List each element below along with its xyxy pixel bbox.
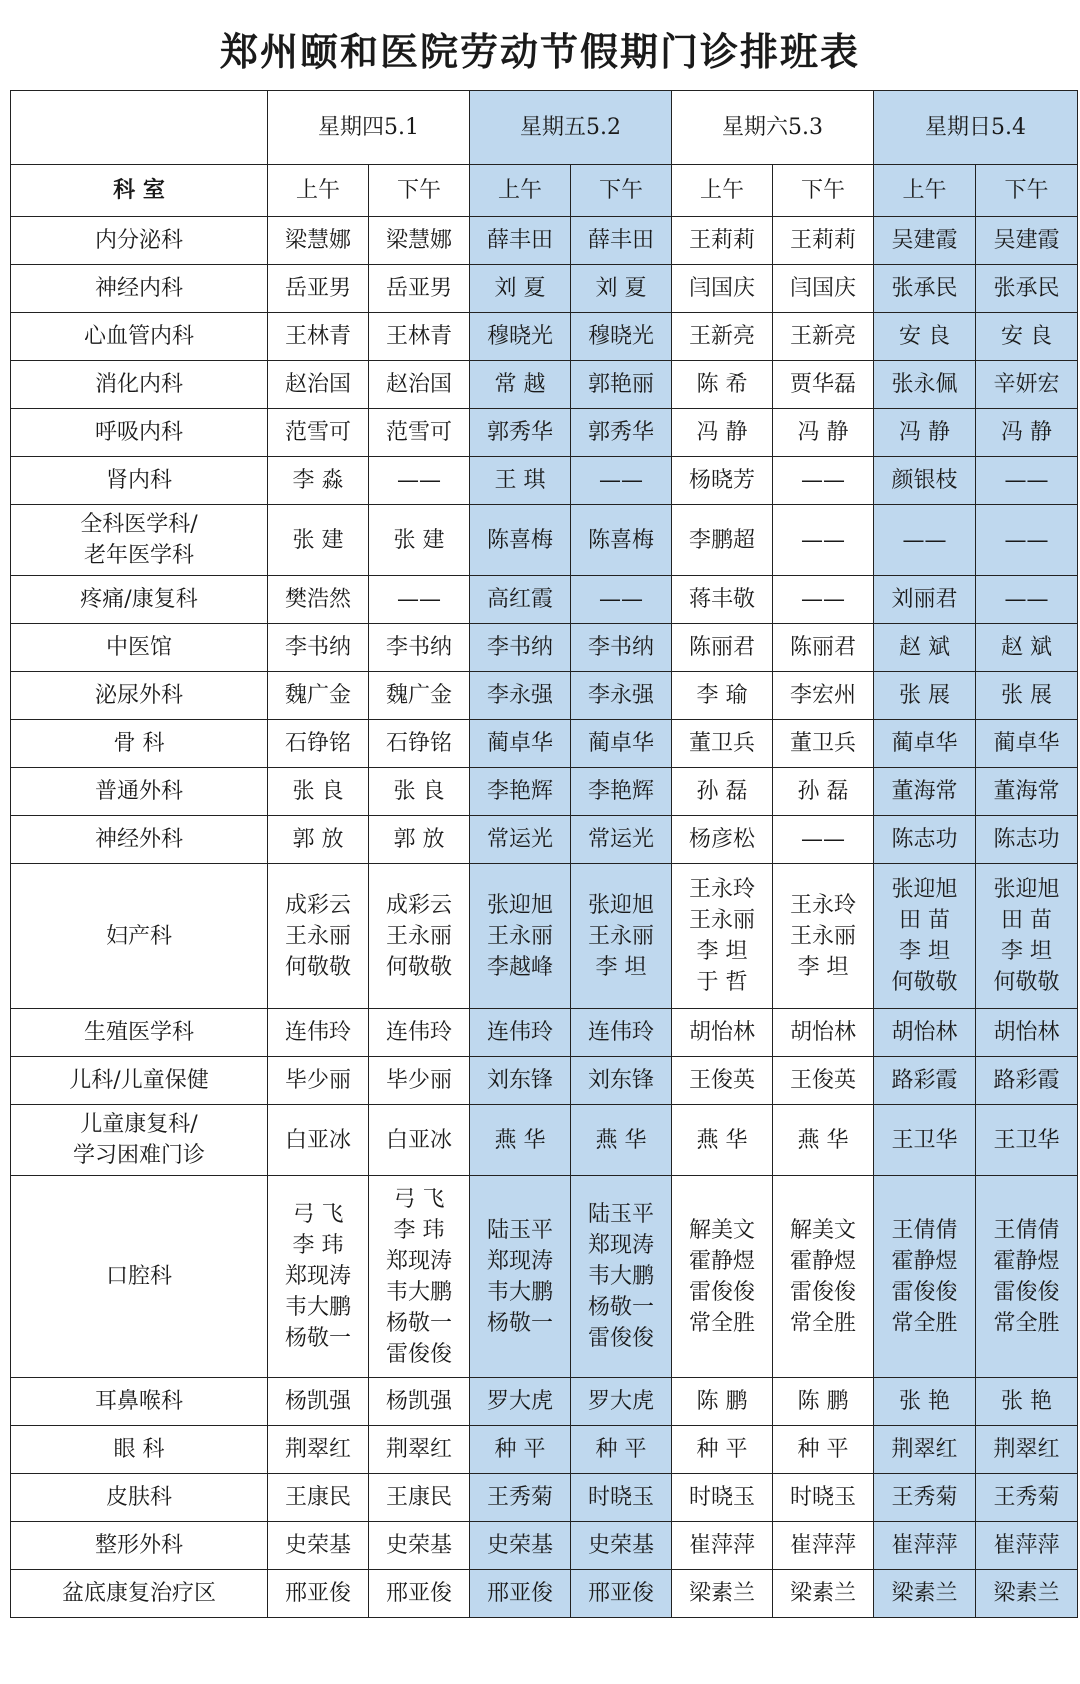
- schedule-cell: 陈 希: [672, 361, 773, 409]
- schedule-cell: 闫国庆: [773, 265, 874, 313]
- schedule-cell: 冯 静: [773, 409, 874, 457]
- schedule-cell: 张迎旭 王永丽 李越峰: [470, 864, 571, 1009]
- schedule-cell: 王倩倩 霍静煜 雷俊俊 常全胜: [976, 1176, 1078, 1378]
- schedule-cell: 李宏州: [773, 672, 874, 720]
- schedule-cell: 张 艳: [976, 1378, 1078, 1426]
- schedule-cell: 邢亚俊: [268, 1570, 369, 1618]
- schedule-cell: 罗大虎: [571, 1378, 672, 1426]
- schedule-cell: 杨晓芳: [672, 457, 773, 505]
- schedule-cell: 吴建霞: [874, 217, 976, 265]
- schedule-cell: 穆晓光: [470, 313, 571, 361]
- schedule-cell: 安 良: [874, 313, 976, 361]
- schedule-cell: 史荣基: [571, 1522, 672, 1570]
- schedule-cell: 连伟玲: [369, 1009, 470, 1057]
- schedule-cell: 白亚冰: [369, 1105, 470, 1176]
- schedule-cell: 张 建: [268, 505, 369, 576]
- schedule-cell: 王莉莉: [672, 217, 773, 265]
- schedule-cell: 种 平: [773, 1426, 874, 1474]
- schedule-cell: 燕 华: [571, 1105, 672, 1176]
- schedule-cell: 梁慧娜: [369, 217, 470, 265]
- table-row: [11, 1426, 1078, 1474]
- table-row: [11, 1176, 1078, 1378]
- schedule-cell: 时晓玉: [773, 1474, 874, 1522]
- pm-header: 下午: [571, 165, 672, 217]
- schedule-cell: 李 瑜: [672, 672, 773, 720]
- schedule-cell: 赵 斌: [976, 624, 1078, 672]
- schedule-cell: 岳亚男: [268, 265, 369, 313]
- schedule-cell: 张 展: [874, 672, 976, 720]
- schedule-cell: 崔萍萍: [874, 1522, 976, 1570]
- department-cell: 内分泌科: [11, 217, 268, 265]
- schedule-cell: 荆翠红: [369, 1426, 470, 1474]
- schedule-cell: 时晓玉: [672, 1474, 773, 1522]
- schedule-cell: ——: [571, 576, 672, 624]
- schedule-cell: 刘东锋: [470, 1057, 571, 1105]
- schedule-cell: 贾华磊: [773, 361, 874, 409]
- schedule-cell: 闫国庆: [672, 265, 773, 313]
- table-row: [11, 864, 1078, 1009]
- schedule-cell: 王卫华: [874, 1105, 976, 1176]
- schedule-cell: ——: [976, 457, 1078, 505]
- schedule-cell: 刘丽君: [874, 576, 976, 624]
- schedule-cell: 颜银枝: [874, 457, 976, 505]
- schedule-cell: 王倩倩 霍静煜 雷俊俊 常全胜: [874, 1176, 976, 1378]
- schedule-cell: 陈喜梅: [571, 505, 672, 576]
- table-row: [11, 1474, 1078, 1522]
- department-cell: 中医馆: [11, 624, 268, 672]
- department-cell: 耳鼻喉科: [11, 1378, 268, 1426]
- schedule-cell: 穆晓光: [571, 313, 672, 361]
- department-cell: 消化内科: [11, 361, 268, 409]
- schedule-cell: 毕少丽: [268, 1057, 369, 1105]
- table-row: [11, 720, 1078, 768]
- schedule-cell: 路彩霞: [874, 1057, 976, 1105]
- table-row: [11, 672, 1078, 720]
- schedule-cell: 王林青: [369, 313, 470, 361]
- schedule-cell: 杨凯强: [268, 1378, 369, 1426]
- schedule-cell: 王新亮: [672, 313, 773, 361]
- schedule-cell: 崔萍萍: [976, 1522, 1078, 1570]
- table-row: [11, 313, 1078, 361]
- page-title: 郑州颐和医院劳动节假期门诊排班表: [219, 30, 860, 74]
- schedule-cell: 董海常: [976, 768, 1078, 816]
- schedule-cell: 李永强: [571, 672, 672, 720]
- schedule-cell: 梁素兰: [976, 1570, 1078, 1618]
- dept-column-header: 科 室: [11, 165, 268, 217]
- schedule-cell: 王秀菊: [874, 1474, 976, 1522]
- table-row: [11, 1570, 1078, 1618]
- schedule-cell: 陆玉平 郑现涛 韦大鹏 杨敬一 雷俊俊: [571, 1176, 672, 1378]
- schedule-cell: ——: [773, 457, 874, 505]
- schedule-cell: 李 淼: [268, 457, 369, 505]
- am-header: 上午: [672, 165, 773, 217]
- schedule-cell: 邢亚俊: [470, 1570, 571, 1618]
- day-header: 星期五5.2: [470, 91, 672, 165]
- schedule-cell: ——: [874, 505, 976, 576]
- schedule-cell: ——: [571, 457, 672, 505]
- schedule-cell: 刘 夏: [571, 265, 672, 313]
- day-header-row: [11, 91, 1078, 165]
- schedule-cell: 陈喜梅: [470, 505, 571, 576]
- schedule-cell: ——: [773, 505, 874, 576]
- table-row: [11, 217, 1078, 265]
- schedule-cell: 燕 华: [470, 1105, 571, 1176]
- schedule-cell: 连伟玲: [268, 1009, 369, 1057]
- session-header-row: [11, 165, 1078, 217]
- schedule-cell: 范雪可: [369, 409, 470, 457]
- schedule-cell: 赵治国: [369, 361, 470, 409]
- schedule-cell: 李书纳: [470, 624, 571, 672]
- schedule-cell: 燕 华: [672, 1105, 773, 1176]
- table-row: [11, 1009, 1078, 1057]
- schedule-cell: 安 良: [976, 313, 1078, 361]
- department-cell: 神经内科: [11, 265, 268, 313]
- schedule-cell: 张迎旭 田 苗 李 坦 何敬敬: [976, 864, 1078, 1009]
- department-cell: 口腔科: [11, 1176, 268, 1378]
- table-row: [11, 409, 1078, 457]
- schedule-cell: 常运光: [571, 816, 672, 864]
- schedule-cell: 王康民: [369, 1474, 470, 1522]
- schedule-cell: 张迎旭 田 苗 李 坦 何敬敬: [874, 864, 976, 1009]
- table-row: [11, 457, 1078, 505]
- schedule-cell: 李艳辉: [470, 768, 571, 816]
- schedule-cell: 胡怡林: [773, 1009, 874, 1057]
- schedule-cell: 王永玲 王永丽 李 坦 于 哲: [672, 864, 773, 1009]
- schedule-cell: 时晓玉: [571, 1474, 672, 1522]
- schedule-cell: 孙 磊: [672, 768, 773, 816]
- am-header: 上午: [268, 165, 369, 217]
- schedule-cell: 辛妍宏: [976, 361, 1078, 409]
- am-header: 上午: [874, 165, 976, 217]
- schedule-cell: 种 平: [672, 1426, 773, 1474]
- schedule-cell: 薛丰田: [470, 217, 571, 265]
- schedule-cell: 连伟玲: [571, 1009, 672, 1057]
- schedule-cell: 郭秀华: [571, 409, 672, 457]
- schedule-cell: 郭艳丽: [571, 361, 672, 409]
- schedule-cell: 弓 飞 李 玮 郑现涛 韦大鹏 杨敬一 雷俊俊: [369, 1176, 470, 1378]
- schedule-cell: 连伟玲: [470, 1009, 571, 1057]
- schedule-cell: 王卫华: [976, 1105, 1078, 1176]
- schedule-cell: 魏广金: [369, 672, 470, 720]
- table-row: [11, 1105, 1078, 1176]
- schedule-cell: 毕少丽: [369, 1057, 470, 1105]
- schedule-cell: 崔萍萍: [672, 1522, 773, 1570]
- schedule-cell: 邢亚俊: [369, 1570, 470, 1618]
- table-row: [11, 816, 1078, 864]
- schedule-cell: 张 良: [369, 768, 470, 816]
- schedule-cell: 石铮铭: [369, 720, 470, 768]
- schedule-cell: 陈志功: [874, 816, 976, 864]
- schedule-cell: 樊浩然: [268, 576, 369, 624]
- schedule-cell: ——: [773, 816, 874, 864]
- schedule-cell: 成彩云 王永丽 何敬敬: [369, 864, 470, 1009]
- schedule-cell: 蒋丰敬: [672, 576, 773, 624]
- schedule-cell: 郭 放: [268, 816, 369, 864]
- schedule-cell: 王林青: [268, 313, 369, 361]
- pm-header: 下午: [976, 165, 1078, 217]
- schedule-cell: 李书纳: [268, 624, 369, 672]
- schedule-cell: 弓 飞 李 玮 郑现涛 韦大鹏 杨敬一: [268, 1176, 369, 1378]
- schedule-cell: 常运光: [470, 816, 571, 864]
- schedule-cell: 胡怡林: [672, 1009, 773, 1057]
- department-cell: 全科医学科/ 老年医学科: [11, 505, 268, 576]
- table-row: [11, 265, 1078, 313]
- schedule-cell: 薛丰田: [571, 217, 672, 265]
- schedule-cell: 李鹏超: [672, 505, 773, 576]
- table-row: [11, 576, 1078, 624]
- department-cell: 儿童康复科/ 学习困难门诊: [11, 1105, 268, 1176]
- schedule-cell: 陈志功: [976, 816, 1078, 864]
- schedule-cell: 陈丽君: [672, 624, 773, 672]
- schedule-cell: 梁素兰: [874, 1570, 976, 1618]
- pm-header: 下午: [369, 165, 470, 217]
- schedule-cell: 董卫兵: [773, 720, 874, 768]
- schedule-cell: 王永玲 王永丽 李 坦: [773, 864, 874, 1009]
- schedule-cell: 李书纳: [571, 624, 672, 672]
- department-cell: 疼痛/康复科: [11, 576, 268, 624]
- department-cell: 整形外科: [11, 1522, 268, 1570]
- schedule-cell: 成彩云 王永丽 何敬敬: [268, 864, 369, 1009]
- schedule-cell: 张 建: [369, 505, 470, 576]
- schedule-cell: 蔺卓华: [874, 720, 976, 768]
- schedule-cell: 张 展: [976, 672, 1078, 720]
- department-cell: 普通外科: [11, 768, 268, 816]
- schedule-cell: 史荣基: [268, 1522, 369, 1570]
- schedule-cell: 梁素兰: [773, 1570, 874, 1618]
- schedule-cell: 高红霞: [470, 576, 571, 624]
- schedule-cell: 魏广金: [268, 672, 369, 720]
- schedule-cell: 王康民: [268, 1474, 369, 1522]
- department-cell: 泌尿外科: [11, 672, 268, 720]
- schedule-cell: 史荣基: [369, 1522, 470, 1570]
- department-cell: 妇产科: [11, 864, 268, 1009]
- schedule-cell: ——: [773, 576, 874, 624]
- schedule-cell: 燕 华: [773, 1105, 874, 1176]
- schedule-cell: 杨彦松: [672, 816, 773, 864]
- schedule-cell: 王俊英: [773, 1057, 874, 1105]
- schedule-cell: 种 平: [470, 1426, 571, 1474]
- schedule-cell: 崔萍萍: [773, 1522, 874, 1570]
- schedule-cell: 张 良: [268, 768, 369, 816]
- schedule-cell: 常 越: [470, 361, 571, 409]
- schedule-cell: 王秀菊: [976, 1474, 1078, 1522]
- table-row: [11, 1057, 1078, 1105]
- schedule-cell: 李艳辉: [571, 768, 672, 816]
- schedule-cell: 蔺卓华: [571, 720, 672, 768]
- schedule-cell: 罗大虎: [470, 1378, 571, 1426]
- table-row: [11, 1378, 1078, 1426]
- schedule-table: [10, 90, 1078, 1618]
- schedule-cell: 董海常: [874, 768, 976, 816]
- schedule-cell: 蔺卓华: [976, 720, 1078, 768]
- schedule-cell: 解美文 霍静煜 雷俊俊 常全胜: [672, 1176, 773, 1378]
- schedule-cell: 张承民: [976, 265, 1078, 313]
- schedule-cell: 陈丽君: [773, 624, 874, 672]
- schedule-cell: 张 艳: [874, 1378, 976, 1426]
- schedule-cell: 张永佩: [874, 361, 976, 409]
- schedule-cell: 杨凯强: [369, 1378, 470, 1426]
- schedule-cell: 范雪可: [268, 409, 369, 457]
- table-row: [11, 768, 1078, 816]
- schedule-cell: 荆翠红: [268, 1426, 369, 1474]
- day-header: 星期四5.1: [268, 91, 470, 165]
- schedule-cell: 石铮铭: [268, 720, 369, 768]
- schedule-cell: 赵治国: [268, 361, 369, 409]
- schedule-cell: 种 平: [571, 1426, 672, 1474]
- schedule-cell: 梁慧娜: [268, 217, 369, 265]
- schedule-cell: 张迎旭 王永丽 李 坦: [571, 864, 672, 1009]
- schedule-cell: 邢亚俊: [571, 1570, 672, 1618]
- schedule-cell: 孙 磊: [773, 768, 874, 816]
- schedule-cell: 蔺卓华: [470, 720, 571, 768]
- schedule-cell: 史荣基: [470, 1522, 571, 1570]
- schedule-cell: 董卫兵: [672, 720, 773, 768]
- schedule-cell: 李书纳: [369, 624, 470, 672]
- schedule-cell: ——: [369, 576, 470, 624]
- department-cell: 儿科/儿童保健: [11, 1057, 268, 1105]
- schedule-cell: ——: [976, 505, 1078, 576]
- schedule-cell: 陈 鹏: [773, 1378, 874, 1426]
- schedule-cell: 王俊英: [672, 1057, 773, 1105]
- table-row: [11, 1522, 1078, 1570]
- schedule-cell: 张承民: [874, 265, 976, 313]
- department-cell: 骨 科: [11, 720, 268, 768]
- schedule-cell: 郭 放: [369, 816, 470, 864]
- pm-header: 下午: [773, 165, 874, 217]
- schedule-cell: ——: [369, 457, 470, 505]
- schedule-cell: 冯 静: [874, 409, 976, 457]
- department-cell: 神经外科: [11, 816, 268, 864]
- schedule-cell: 岳亚男: [369, 265, 470, 313]
- day-header: 星期六5.3: [672, 91, 874, 165]
- day-header: 星期日5.4: [874, 91, 1078, 165]
- department-cell: 盆底康复治疗区: [11, 1570, 268, 1618]
- schedule-cell: 王莉莉: [773, 217, 874, 265]
- schedule-cell: 陈 鹏: [672, 1378, 773, 1426]
- department-cell: 心血管内科: [11, 313, 268, 361]
- department-cell: 肾内科: [11, 457, 268, 505]
- table-row: [11, 361, 1078, 409]
- schedule-cell: 王秀菊: [470, 1474, 571, 1522]
- schedule-cell: 荆翠红: [874, 1426, 976, 1474]
- department-cell: 生殖医学科: [11, 1009, 268, 1057]
- schedule-cell: 王新亮: [773, 313, 874, 361]
- schedule-cell: 陆玉平 郑现涛 韦大鹏 杨敬一: [470, 1176, 571, 1378]
- schedule-cell: 荆翠红: [976, 1426, 1078, 1474]
- schedule-cell: 李永强: [470, 672, 571, 720]
- table-row: [11, 505, 1078, 576]
- department-cell: 皮肤科: [11, 1474, 268, 1522]
- schedule-cell: 路彩霞: [976, 1057, 1078, 1105]
- schedule-cell: 冯 静: [672, 409, 773, 457]
- am-header: 上午: [470, 165, 571, 217]
- schedule-cell: ——: [976, 576, 1078, 624]
- schedule-cell: 胡怡林: [874, 1009, 976, 1057]
- schedule-cell: 王 琪: [470, 457, 571, 505]
- schedule-cell: 郭秀华: [470, 409, 571, 457]
- schedule-cell: 赵 斌: [874, 624, 976, 672]
- schedule-cell: 刘 夏: [470, 265, 571, 313]
- schedule-cell: 梁素兰: [672, 1570, 773, 1618]
- schedule-cell: 刘东锋: [571, 1057, 672, 1105]
- schedule-cell: 冯 静: [976, 409, 1078, 457]
- corner-cell: [11, 91, 268, 165]
- department-cell: 眼 科: [11, 1426, 268, 1474]
- schedule-cell: 白亚冰: [268, 1105, 369, 1176]
- schedule-cell: 吴建霞: [976, 217, 1078, 265]
- schedule-cell: 解美文 霍静煜 雷俊俊 常全胜: [773, 1176, 874, 1378]
- department-cell: 呼吸内科: [11, 409, 268, 457]
- schedule-cell: 胡怡林: [976, 1009, 1078, 1057]
- table-row: [11, 624, 1078, 672]
